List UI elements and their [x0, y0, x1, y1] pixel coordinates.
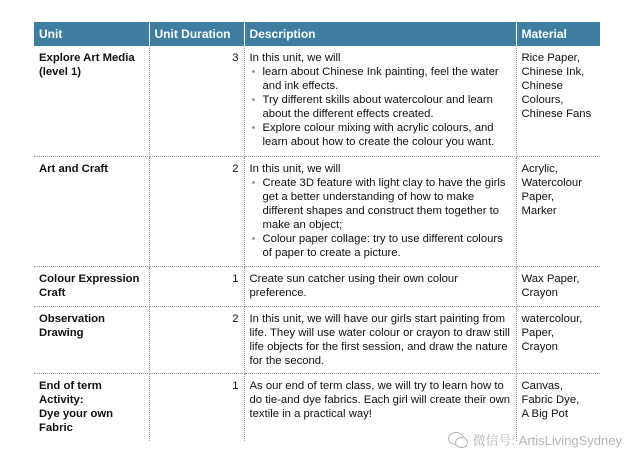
header-unit: Unit	[34, 22, 149, 46]
material-line: Fabric Dye,	[521, 393, 580, 406]
table-row	[34, 306, 600, 373]
description-cell	[244, 266, 516, 306]
unit-line: Art and Craft	[39, 162, 109, 175]
unit-line: Activity:	[39, 393, 84, 406]
material-line: Watercolour	[521, 176, 582, 189]
material-line: Wax Paper,	[521, 272, 580, 285]
description-intro: In this unit, we will	[249, 52, 341, 64]
material-line: Paper,	[521, 326, 555, 339]
unit-line: Dye your own	[39, 407, 114, 420]
material-line: Chinese Fans	[521, 108, 592, 120]
material-line: Crayon	[521, 340, 558, 353]
header-material: Material	[516, 22, 600, 46]
duration-cell: 2	[149, 156, 244, 266]
material-line: A Big Pot	[521, 407, 568, 420]
unit-cell	[34, 306, 149, 373]
description-cell	[244, 46, 516, 156]
bullet-item: • Explore colour mixing with acrylic colours, and learn about how to create the colour you want.	[250, 121, 511, 149]
duration-cell: 2	[149, 306, 244, 373]
duration-cell: 1	[149, 373, 244, 441]
unit-line: Craft	[39, 286, 66, 299]
material-cell	[516, 156, 600, 266]
material-line: Colours,	[521, 94, 564, 106]
watermark	[448, 430, 622, 449]
header-unit-duration: Unit Duration	[149, 22, 244, 46]
table-row	[34, 156, 600, 266]
description-cell	[244, 156, 516, 266]
description-intro: In this unit, we will	[249, 162, 341, 175]
material-line: Canvas,	[521, 379, 563, 392]
material-line: Rice Paper,	[521, 52, 580, 64]
unit-line: Drawing	[39, 326, 84, 339]
description-bullets	[250, 176, 511, 260]
material-line: Acrylic,	[521, 162, 558, 175]
unit-line: End of term	[39, 379, 102, 392]
curriculum-table	[34, 22, 600, 441]
bullet-item: • Try different skills about watercolour and learn about the different effects created.	[250, 93, 511, 121]
material-cell	[516, 306, 600, 373]
unit-line: Explore Art Media	[39, 52, 135, 64]
table-row	[34, 46, 600, 156]
material-line: watercolour,	[521, 312, 583, 325]
duration-cell: 3	[149, 46, 244, 156]
description-intro: In this unit, we will have our girls start painting from life. They will use water colour or crayon to draw still life objects for the first session, and draw the nature for the second.	[249, 312, 510, 367]
material-cell	[516, 266, 600, 306]
description-cell	[244, 306, 516, 373]
unit-cell	[34, 373, 149, 441]
material-cell	[516, 46, 600, 156]
unit-cell	[34, 156, 149, 266]
description-bullets	[250, 65, 511, 149]
description-intro: Create sun catcher using their own colour preference.	[249, 272, 458, 299]
header-description: Description	[244, 22, 516, 46]
material-line: Paper,	[521, 190, 555, 203]
header-row	[34, 22, 600, 46]
unit-line: Fabric	[39, 421, 73, 434]
wechat-icon	[448, 432, 468, 448]
material-line: Chinese	[521, 80, 563, 92]
unit-line: (level 1)	[39, 66, 82, 78]
material-line: Crayon	[521, 286, 558, 299]
bullet-item: • Create 3D feature with light clay to have the girls get a better understanding of how to make different shapes and construct them together to make an object;	[250, 176, 511, 232]
unit-cell	[34, 266, 149, 306]
bullet-item: • Colour paper collage: try to use different colours of paper to create a picture.	[250, 232, 511, 260]
watermark-text: 微信号: ArtisLivingSydney	[472, 433, 622, 448]
duration-cell: 1	[149, 266, 244, 306]
unit-line: Observation	[39, 312, 105, 325]
table-row	[34, 266, 600, 306]
material-line: Marker	[521, 204, 557, 217]
bullet-item: • learn about Chinese Ink painting, feel the water and ink effects.	[250, 65, 511, 93]
description-intro: As our end of term class, we will try to learn how to do tie-and dye fabrics. Each girl will create their own textile in a practical way!	[249, 379, 511, 420]
unit-cell	[34, 46, 149, 156]
material-line: Chinese Ink,	[521, 66, 585, 78]
unit-line: Colour Expression	[39, 272, 140, 285]
